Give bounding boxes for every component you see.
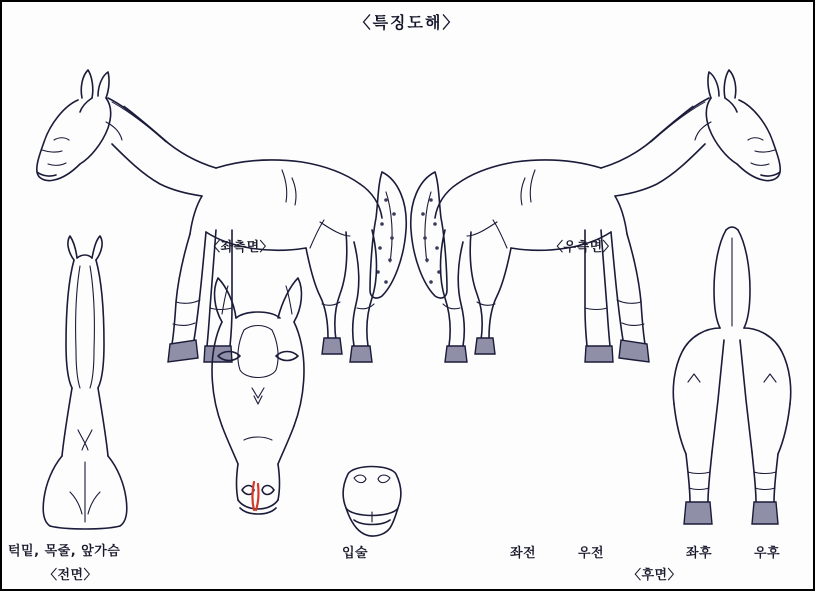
label-left-front-leg: 좌전 [510,546,537,561]
label-front-view: 턱밑, 목줄, 앞가슴 [8,544,121,559]
label-rear-view: 〈후면〉 [628,568,682,583]
label-left-hind-leg: 좌후 [686,546,713,561]
label-right-side-view: 〈우측면〉 [550,240,617,255]
horse-head-front-view [192,270,322,540]
horse-muzzle-view [332,454,412,544]
page-title: 〈특징도해〉 [354,13,461,32]
label-front-view-sub: 〈전면〉 [44,568,98,583]
label-right-front-leg: 우전 [578,546,605,561]
label-right-hind-leg: 우후 [754,546,781,561]
horse-front-view [22,230,142,530]
label-left-side-view: 〈좌측면〉 [207,240,274,255]
horse-rear-view [662,224,802,534]
label-muzzle: 입술 [342,546,369,561]
